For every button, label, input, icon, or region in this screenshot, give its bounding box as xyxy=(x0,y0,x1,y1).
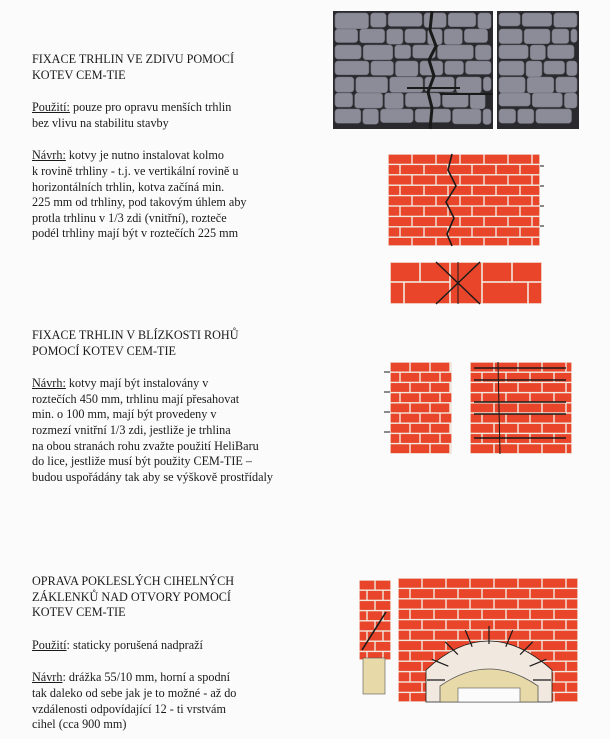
stone xyxy=(395,45,411,59)
stone xyxy=(442,93,468,107)
brick xyxy=(567,383,572,392)
brick xyxy=(509,217,532,226)
brick xyxy=(521,165,540,174)
brick xyxy=(509,238,532,245)
brick xyxy=(437,155,460,164)
brick xyxy=(421,373,440,382)
stone xyxy=(360,29,385,43)
brick xyxy=(483,589,506,598)
stone xyxy=(483,77,491,91)
stone xyxy=(335,93,353,107)
section-heading: FIXACE TRHLIN V BLÍZKOSTI ROHŮ POMOCÍ KOTEV CEM-TIE xyxy=(32,328,239,358)
stone xyxy=(437,45,473,59)
brick xyxy=(399,589,410,598)
brick xyxy=(495,404,518,413)
stone xyxy=(388,13,422,26)
stone xyxy=(499,29,522,44)
brick xyxy=(567,404,572,413)
brick xyxy=(567,641,578,650)
brick xyxy=(401,414,420,423)
brick xyxy=(531,610,554,619)
brick xyxy=(447,600,470,609)
stone xyxy=(556,77,577,93)
brick xyxy=(405,283,449,303)
brick xyxy=(471,620,494,629)
brick xyxy=(495,444,518,453)
brick xyxy=(431,363,450,372)
stone xyxy=(571,29,577,42)
brick xyxy=(519,579,542,588)
brick xyxy=(399,631,410,640)
corner-brick-wall-illustration xyxy=(470,362,572,454)
brick xyxy=(497,186,520,195)
brick xyxy=(411,404,430,413)
stone xyxy=(478,13,491,29)
brick xyxy=(521,186,540,195)
brick xyxy=(543,363,566,372)
lintel-post xyxy=(363,658,385,694)
brick xyxy=(447,620,470,629)
stone xyxy=(475,45,491,60)
brick xyxy=(391,373,400,382)
brick xyxy=(543,579,566,588)
brick xyxy=(411,383,430,392)
brick xyxy=(471,383,494,392)
brick xyxy=(567,424,572,433)
brick xyxy=(399,662,422,671)
brick xyxy=(401,228,424,237)
brick xyxy=(401,165,424,174)
stone xyxy=(526,61,542,77)
brick xyxy=(411,444,430,453)
brick xyxy=(497,228,520,237)
stone xyxy=(544,61,565,74)
brick xyxy=(507,610,530,619)
stone xyxy=(464,29,487,43)
brick xyxy=(391,393,400,402)
brick xyxy=(423,641,446,650)
brick xyxy=(360,581,375,590)
brick xyxy=(555,414,572,423)
brick xyxy=(513,263,541,281)
stone xyxy=(335,77,354,92)
stone xyxy=(536,109,572,123)
brick xyxy=(531,631,554,640)
usage-label: Použití xyxy=(32,637,67,652)
brick xyxy=(519,600,542,609)
brick xyxy=(555,393,572,402)
brick xyxy=(411,424,430,433)
brick xyxy=(459,610,482,619)
brick xyxy=(435,631,458,640)
stone xyxy=(356,77,388,93)
stone xyxy=(424,13,446,28)
brick xyxy=(495,424,518,433)
brick xyxy=(555,631,578,640)
stone xyxy=(385,93,404,109)
brick xyxy=(421,393,440,402)
stone xyxy=(355,93,383,108)
brick-arch-pier-illustration xyxy=(359,580,391,694)
brick xyxy=(497,165,520,174)
stone xyxy=(456,77,481,93)
brick xyxy=(399,620,422,629)
brick xyxy=(555,589,578,598)
brick xyxy=(471,424,494,433)
stone xyxy=(335,13,369,29)
brick xyxy=(485,196,508,205)
brick xyxy=(431,424,450,433)
brick xyxy=(441,414,452,423)
brick xyxy=(531,414,554,423)
brick xyxy=(391,414,400,423)
brick xyxy=(449,228,472,237)
brick xyxy=(421,263,449,281)
stone xyxy=(335,29,358,43)
brick xyxy=(483,393,506,402)
brick xyxy=(411,589,434,598)
brick xyxy=(435,589,458,598)
brick xyxy=(360,632,367,641)
brick xyxy=(543,404,566,413)
brick xyxy=(533,238,540,245)
brick xyxy=(399,652,410,661)
stone xyxy=(567,61,577,76)
brick xyxy=(521,207,540,216)
brick xyxy=(495,600,518,609)
brick xyxy=(473,186,496,195)
brick xyxy=(401,373,420,382)
brick xyxy=(411,363,430,372)
brick xyxy=(483,610,506,619)
brick xyxy=(507,589,530,598)
brick xyxy=(368,591,383,600)
stone xyxy=(522,13,552,26)
stone xyxy=(387,29,403,44)
brick xyxy=(519,383,542,392)
brick xyxy=(437,217,460,226)
brick xyxy=(533,155,540,164)
stone xyxy=(499,61,524,75)
stone xyxy=(390,77,423,92)
brick xyxy=(391,444,410,453)
stone xyxy=(470,93,485,109)
brick xyxy=(483,414,506,423)
brick xyxy=(451,263,481,303)
brick xyxy=(483,631,506,640)
brick xyxy=(437,238,460,245)
design-label: Návrh: xyxy=(32,148,66,163)
brick xyxy=(399,683,422,692)
brick xyxy=(459,631,482,640)
brick xyxy=(431,383,450,392)
brick xyxy=(421,434,440,443)
brick xyxy=(413,176,436,185)
brick xyxy=(509,196,532,205)
stone xyxy=(499,109,516,123)
stone xyxy=(405,93,440,107)
brick xyxy=(441,393,452,402)
brick xyxy=(431,404,450,413)
stone xyxy=(518,109,534,123)
brick xyxy=(423,620,446,629)
brick xyxy=(389,228,400,237)
brick xyxy=(567,600,578,609)
brick xyxy=(391,434,400,443)
brick xyxy=(519,444,542,453)
brick xyxy=(497,207,520,216)
brick xyxy=(413,217,436,226)
brick xyxy=(447,579,470,588)
section-heading: FIXACE TRHLIN VE ZDIVU POMOCÍ KOTEV CEM-TIE xyxy=(32,52,234,82)
brick xyxy=(399,693,410,701)
brick xyxy=(519,620,542,629)
brick xyxy=(368,611,383,620)
brick xyxy=(567,662,578,671)
stone xyxy=(483,109,491,124)
brick xyxy=(471,363,494,372)
stone xyxy=(445,61,464,75)
brick xyxy=(471,414,482,423)
stone xyxy=(532,93,562,107)
brick xyxy=(399,579,422,588)
brick xyxy=(521,228,540,237)
brick xyxy=(567,579,578,588)
brick xyxy=(413,196,436,205)
stone xyxy=(335,45,361,59)
corner-brick-elevation-illustration xyxy=(384,362,452,454)
brick xyxy=(533,176,540,185)
brick xyxy=(384,632,391,641)
brick xyxy=(423,600,446,609)
stone xyxy=(335,109,361,123)
stone xyxy=(530,45,545,60)
brick xyxy=(384,591,391,600)
brick xyxy=(567,683,578,692)
brick xyxy=(533,217,540,226)
brick xyxy=(543,641,566,650)
brick xyxy=(509,155,532,164)
brick xyxy=(543,424,566,433)
brick xyxy=(399,610,410,619)
brick xyxy=(485,155,508,164)
brick xyxy=(376,601,391,610)
brick-arch-illustration xyxy=(398,578,578,702)
stone xyxy=(552,29,569,43)
brick xyxy=(360,611,367,620)
brick xyxy=(389,238,412,245)
stone xyxy=(499,77,525,93)
brick xyxy=(401,434,420,443)
brick xyxy=(411,631,434,640)
brick xyxy=(389,165,400,174)
brick xyxy=(533,196,540,205)
brick xyxy=(507,414,530,423)
stone-wall-crack-illustration xyxy=(333,11,579,129)
brick xyxy=(425,165,448,174)
brick xyxy=(471,579,494,588)
brick xyxy=(441,434,452,443)
brick xyxy=(391,383,410,392)
brick xyxy=(567,363,572,372)
brick xyxy=(411,610,434,619)
brick xyxy=(543,444,566,453)
brick xyxy=(471,393,482,402)
brick xyxy=(485,176,508,185)
brick xyxy=(555,693,578,701)
stone xyxy=(448,13,476,27)
design-text: kotvy je nutno instalovat kolmo k rovině trhliny - t.j. ve vertikální rovině u horizontálních trhlin, kotva začíná min. 225 mm od trhliny, pod takovým úhlem aby protla trhlinu v 1/3 zdi (vnitřní), rozteče podél trhliny mají být v roztečích 225 mm xyxy=(32,148,247,241)
brick xyxy=(399,641,422,650)
stone xyxy=(380,109,413,123)
design-label: Návrh xyxy=(32,670,63,685)
stone xyxy=(527,77,554,93)
brick xyxy=(473,228,496,237)
brick xyxy=(389,186,400,195)
brick xyxy=(555,652,578,661)
brick xyxy=(399,600,422,609)
stone xyxy=(547,45,574,59)
brick xyxy=(389,176,412,185)
brick xyxy=(485,217,508,226)
design-text: kotvy mají být instalovány v roztečích 450 mm, trhlinu mají přesahovat min. o 100 mm, mají být provedeny v rozmezí vnitřní 1/3 zdi, jestliže je trhlina na obou stranách rohu zvažte použití HeliBaru do lice, jestliže musí být použity CEM-TIE – budou uspořádány tak aby se výškově prostřídaly xyxy=(32,376,273,484)
stone xyxy=(453,109,481,124)
brick xyxy=(567,620,578,629)
brick xyxy=(413,238,436,245)
stone xyxy=(554,13,577,27)
brick xyxy=(483,283,527,303)
brick xyxy=(519,404,542,413)
brick xyxy=(543,383,566,392)
stone xyxy=(363,45,393,60)
design-text: : drážka 55/10 mm, horní a spodní tak daleko od sebe jak je to možné - až do vzdálenosti odpovídající 12 - ti vrstvám cihel (cca 900 mm) xyxy=(32,670,237,732)
brick xyxy=(567,444,572,453)
stone xyxy=(405,29,426,43)
brick xyxy=(461,196,484,205)
brick xyxy=(421,414,440,423)
stone xyxy=(524,29,550,44)
usage-text: : staticky porušená nadpraží xyxy=(66,637,203,652)
stone xyxy=(499,13,520,26)
brick xyxy=(507,393,530,402)
brick xyxy=(531,393,554,402)
brick xyxy=(461,155,484,164)
brick xyxy=(399,672,410,681)
brick xyxy=(555,610,578,619)
window-void xyxy=(458,688,520,702)
brick xyxy=(435,610,458,619)
usage-label: Použití: xyxy=(32,100,70,115)
brick xyxy=(376,642,391,651)
brick xyxy=(449,165,472,174)
brick xyxy=(473,165,496,174)
stone xyxy=(371,61,394,75)
brick xyxy=(471,600,494,609)
brick xyxy=(529,283,541,303)
brick xyxy=(437,176,460,185)
brick xyxy=(391,283,403,303)
brick-wall-crack-illustration xyxy=(388,154,544,246)
brick xyxy=(461,217,484,226)
stone xyxy=(395,61,418,76)
brick xyxy=(461,238,484,245)
stone xyxy=(466,61,491,74)
brick xyxy=(471,404,494,413)
brick xyxy=(401,393,420,402)
brick xyxy=(441,373,452,382)
brick xyxy=(360,601,375,610)
stone xyxy=(564,93,577,108)
brick xyxy=(543,600,566,609)
brick xyxy=(555,672,578,681)
stone xyxy=(444,29,462,45)
brick xyxy=(543,620,566,629)
brick xyxy=(425,207,448,216)
stone xyxy=(499,93,530,106)
brick xyxy=(389,207,400,216)
brick xyxy=(431,444,450,453)
brick xyxy=(471,444,494,453)
brick xyxy=(473,207,496,216)
brick xyxy=(495,579,518,588)
brick xyxy=(425,228,448,237)
brick xyxy=(423,579,446,588)
brick xyxy=(391,424,410,433)
stone xyxy=(335,61,369,75)
brick xyxy=(360,591,367,600)
brick xyxy=(389,217,412,226)
brick xyxy=(391,363,410,372)
brick xyxy=(391,404,410,413)
stone xyxy=(371,13,387,27)
brick xyxy=(531,589,554,598)
usage-text: pouze pro opravu menších trhlin bez vlivu na stabilitu stavby xyxy=(32,100,232,130)
section-heading: OPRAVA POKLESLÝCH CIHELNÝCH ZÁKLENKŮ NAD OTVORY POMOCÍ KOTEV CEM-TIE xyxy=(32,574,235,620)
brick-wall-plan-illustration xyxy=(390,262,542,304)
brick xyxy=(413,155,436,164)
brick xyxy=(425,186,448,195)
brick xyxy=(461,176,484,185)
brick xyxy=(389,155,412,164)
brick xyxy=(519,363,542,372)
stone xyxy=(363,109,379,124)
brick xyxy=(389,196,412,205)
brick xyxy=(391,263,419,281)
design-label: Návrh: xyxy=(32,376,66,391)
brick xyxy=(411,652,434,661)
brick xyxy=(376,581,391,590)
brick xyxy=(360,622,375,631)
brick xyxy=(401,207,424,216)
brick xyxy=(459,589,482,598)
brick xyxy=(401,186,424,195)
brick xyxy=(509,176,532,185)
brick xyxy=(495,620,518,629)
brick xyxy=(483,263,511,281)
brick xyxy=(485,238,508,245)
stone xyxy=(499,45,528,59)
brick xyxy=(519,424,542,433)
